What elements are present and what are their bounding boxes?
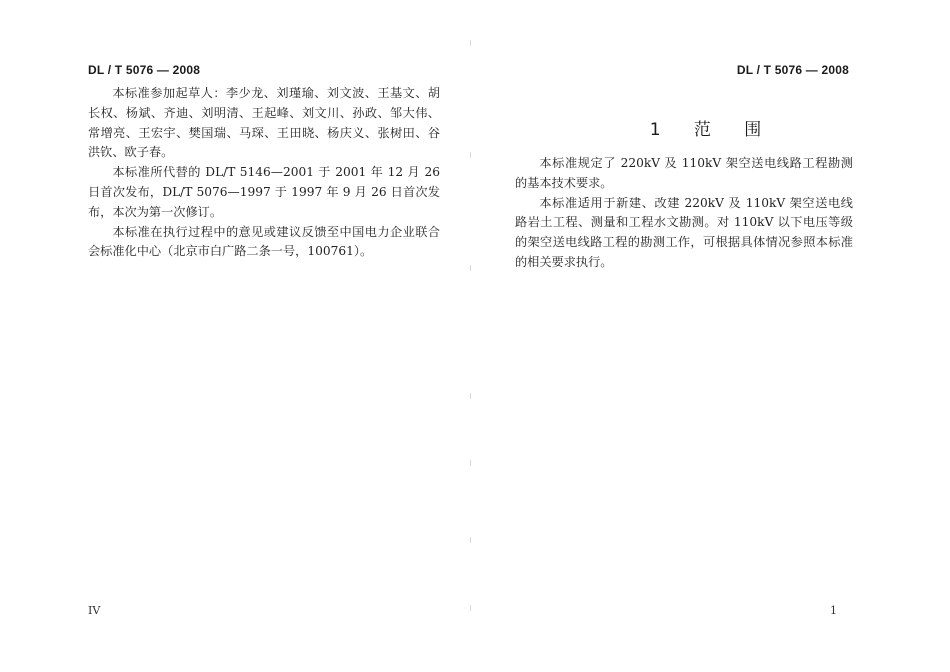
gutter-mark xyxy=(470,40,471,46)
chapter-title: 1 范 围 xyxy=(649,120,776,140)
gutter-mark xyxy=(470,605,471,611)
standard-code-header: DL / T 5076 — 2008 xyxy=(736,63,849,77)
gutter-mark xyxy=(470,537,471,543)
scope-definition-paragraph: 本标准规定了 220kV 及 110kV 架空送电线路工程勘测的基本技术要求。 xyxy=(515,156,853,190)
gutter-mark xyxy=(470,265,471,271)
right-page xyxy=(475,0,950,672)
gutter-mark xyxy=(470,393,471,399)
scope-section xyxy=(515,154,853,273)
replacement-history-paragraph: 本标准所代替的 DL/T 5146—2001 于 2001 年 12 月 26 日首次发布，DL/T 5076—1997 于 1997 年 9 月 26 日首次发布，本次为第一次修订。 xyxy=(88,165,440,219)
scope-applicability-paragraph: 本标准适用于新建、改建 220kV 及 110kV 架空送电线路岩土工程、测量和工程水文勘测。对 110kV 以下电压等级的架空送电线路工程的勘测工作，可根据具体情况参照本标准的相关要求执行。 xyxy=(515,195,853,269)
drafters-paragraph: 本标准参加起草人：李少龙、刘瑾瑜、刘文波、王基文、胡长权、杨斌、齐迪、刘明清、王起峰、刘文川、孙政、邹大伟、常增亮、王宏宇、樊国瑞、马琛、王田晓、杨庆义、张树田、谷洪钦、欧子春。 xyxy=(88,86,440,160)
drafters-section xyxy=(88,84,440,262)
gutter-mark xyxy=(470,152,471,158)
gutter-mark xyxy=(470,460,471,466)
page-number: IV xyxy=(88,604,101,617)
page-number: 1 xyxy=(830,604,837,617)
feedback-contact-paragraph: 本标准在执行过程中的意见或建议反馈至中国电力企业联合会标准化中心（北京市白广路二条一号，100761）。 xyxy=(88,224,440,259)
standard-code-header: DL / T 5076 — 2008 xyxy=(88,63,201,77)
